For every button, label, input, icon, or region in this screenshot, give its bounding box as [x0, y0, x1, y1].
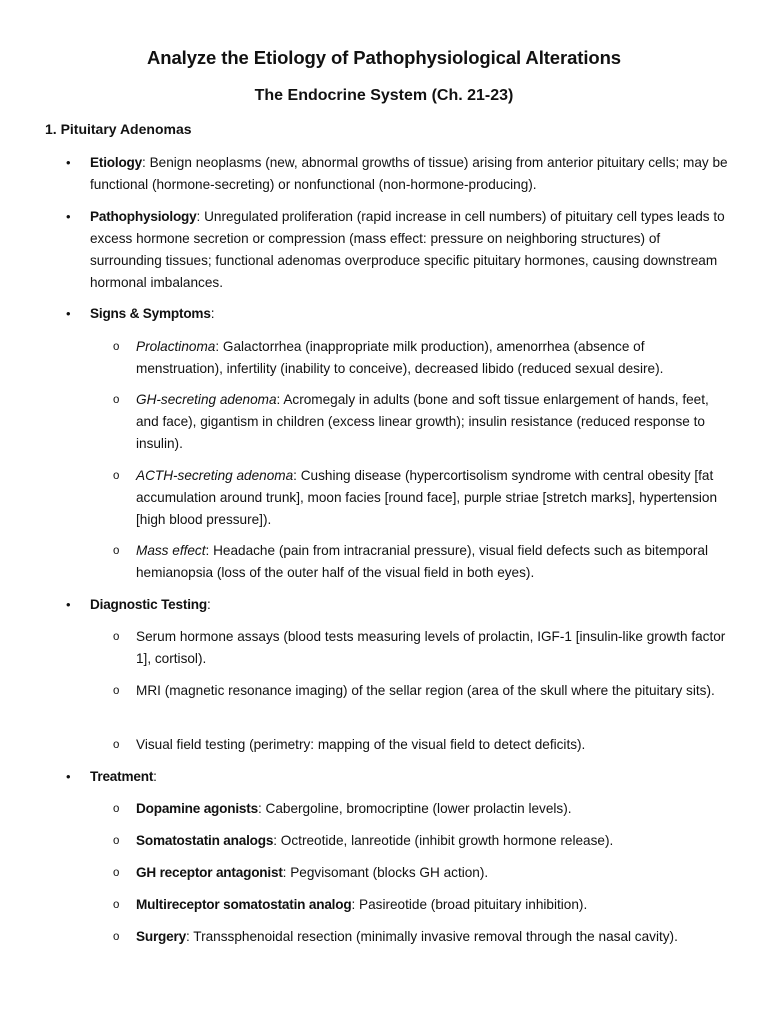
sub-label: Somatostatin analogs: [136, 833, 274, 848]
term-etiology: Etiology: [90, 155, 143, 170]
pathophysiology-text: : Unregulated proliferation (rapid increase in cell numbers) of pituitary cell types leads to excess hormone secretion or compression (mass effect: pressure on neighboring structures) of surrounding tissues; functional adenomas overproduce specific pituitary hormones, causing downstream hormonal imbalances.: [90, 209, 725, 290]
sub-text: : Pegvisomant (blocks GH action).: [282, 865, 489, 880]
sub-text: : Galactorrhea (inappropriate milk production), amenorrhea (absence of menstruation), infertility (inability to conceive), decreased libido (reduced sexual desire).: [136, 339, 664, 376]
bullet-pathophysiology: [90, 206, 730, 294]
bullet-etiology: [90, 152, 730, 196]
sub-item-visual-field-testing: o Visual field testing (perimetry: mapping of the visual field to detect deficits).: [136, 734, 726, 756]
document-subtitle: The Endocrine System (Ch. 21-23): [254, 87, 514, 104]
document-title: Analyze the Etiology of Pathophysiological Alterations: [147, 47, 621, 68]
sub-text: : Cabergoline, bromocriptine (lower prolactin levels).: [257, 801, 572, 816]
signs-suffix: :: [210, 306, 215, 321]
sub-item-prolactinoma: [136, 336, 726, 380]
sub-item-mri: o MRI (magnetic resonance imaging) of the sellar region (area of the skull where the pituitary sits).: [136, 680, 726, 702]
sub-text: : Pasireotide (broad pituitary inhibition).: [351, 897, 588, 912]
sub-label: Surgery: [136, 929, 186, 944]
term-signs-symptoms: Signs & Symptoms: [90, 306, 211, 321]
term-pathophysiology: Pathophysiology: [90, 209, 197, 224]
term-treatment: Treatment: [90, 769, 154, 784]
treatment-suffix: :: [153, 769, 157, 784]
sub-item-serum-hormone-assays: o Serum hormone assays (blood tests measuring levels of prolactin, IGF-1 [insulin-like growth factor 1], cortisol).: [136, 626, 726, 670]
term-diagnostic-testing: Diagnostic Testing: [90, 597, 207, 612]
sub-item-somatostatin-analogs: [136, 830, 726, 852]
sub-text: : Octreotide, lanreotide (inhibit growth hormone release).: [273, 833, 614, 848]
sub-text: : Headache (pain from intracranial pressure), visual field defects such as bitemporal hemianopsia (loss of the outer half of the visual field in both eyes).: [136, 543, 708, 580]
sub-item-acth-secreting-adenoma: [136, 465, 726, 531]
sub-text: : Cushing disease (hypercortisolism syndrome with central obesity [fat accumulation around trunk], moon facies [round face], purple striae [stretch marks], hypertension [high blood pressure]).: [136, 468, 718, 527]
sub-label: Prolactinoma: [136, 339, 216, 354]
etiology-text: : Benign neoplasms (new, abnormal growths of tissue) arising from anterior pituitary cells; may be functional (hormone-secreting) or nonfunctional (non-hormone-producing).: [90, 155, 728, 192]
sub-label: GH-secreting adenoma: [136, 392, 277, 407]
sub-text: : Transsphenoidal resection (minimally invasive removal through the nasal cavity).: [185, 929, 678, 944]
sub-item-gh-secreting-adenoma: [136, 389, 726, 455]
section-heading: 1. Pituitary Adenomas: [45, 121, 192, 137]
sub-item-gh-receptor-antagonist: [136, 862, 726, 884]
sub-item-mass-effect: [136, 540, 726, 584]
bullet-treatment: [90, 766, 730, 788]
sub-label: ACTH-secreting adenoma: [136, 468, 294, 483]
diagnostic-suffix: :: [207, 597, 211, 612]
sub-item-dopamine-agonists: [136, 798, 726, 820]
sub-item-surgery: [136, 926, 726, 948]
sub-label: GH receptor antagonist: [136, 865, 283, 880]
sub-item-multireceptor-somatostatin-analog: [136, 894, 726, 916]
sub-label: Mass effect: [136, 543, 206, 558]
bullet-signs-symptoms: [90, 303, 730, 325]
sub-label: Dopamine agonists: [136, 801, 258, 816]
sub-text: : Acromegaly in adults (bone and soft tissue enlargement of hands, feet, and face), gigantism in children (excess linear growth); insulin resistance (reduced response to insulin).: [136, 392, 709, 451]
sub-label: Multireceptor somatostatin analog: [136, 897, 352, 912]
bullet-diagnostic-testing: [90, 594, 730, 616]
